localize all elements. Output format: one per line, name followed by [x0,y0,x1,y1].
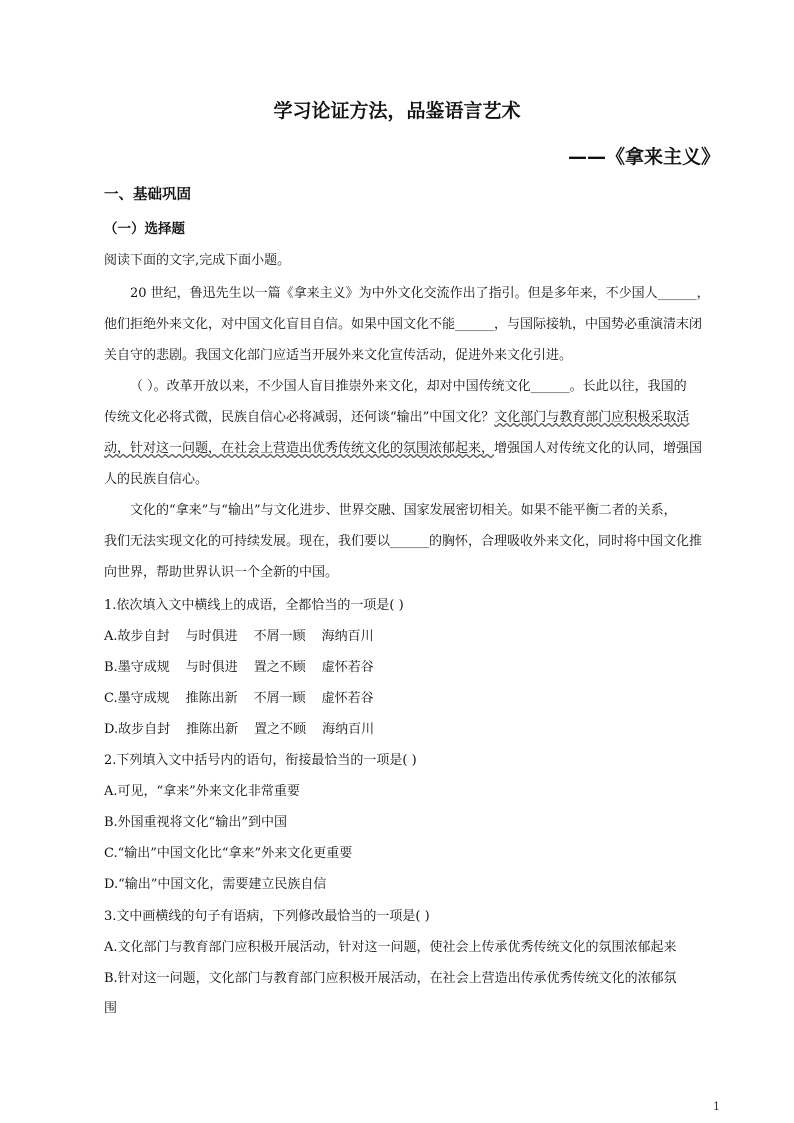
question-1-option-c [104,687,390,706]
question-3-option-b: B.针对这一问题，文化部门与教育部门应积极开展活动，在社会上营造出传承优秀传统文化的浓郁氛 [104,971,677,986]
passage-p2-line1: （ ）。改革开放以来，不少国人盲目推崇外来文化，却对中国传统文化______。长此以往，我国的 [130,379,687,394]
passage-p2-line2 [104,406,716,425]
question-3-stem: 3.文中画横线的句子有语病，下列修改最恰当的一项是( ) [104,909,430,924]
underlined-sentence-part2: 动，针对这一问题，在社会上营造出优秀传统文化的氛围浓郁起来， [104,441,495,456]
question-1-stem: 1.依次填入文中横线上的成语，全都恰当的一项是( ) [104,598,404,613]
page-subtitle: ——《拿来主义》 [567,146,720,168]
page-number: 1 [713,1100,720,1113]
passage-p3-line3: 向世界，帮助世界认识一个全新的中国。 [104,565,339,580]
question-3-option-a: A.文化部门与教育部门应积极开展活动，针对这一问题，使社会上传承优秀传统文化的氛围浓郁起来 [104,940,677,955]
option-label: B. [104,660,118,675]
question-2-option-c: C.“输出”中国文化比“拿来”外来文化更重要 [104,846,353,861]
section-heading: 一、基础巩固 [104,187,191,203]
question-2-option-b: B.外国重视将文化“输出”到中国 [104,815,287,830]
passage-p2-line3 [104,437,716,456]
question-1-option-b [104,656,390,675]
option-item: 置之不顾 [253,660,306,675]
option-item: 海纳百川 [321,629,374,644]
option-item: 墨守成规 [117,691,170,706]
subsection-heading: （一）选择题 [104,221,185,237]
option-item: 不屑一顾 [253,691,306,706]
option-item: 故步自封 [117,629,170,644]
instruction-text: 阅读下面的文字,完成下面小题。 [104,253,291,268]
option-item: 虚怀若谷 [321,691,374,706]
question-1-option-d [104,718,390,737]
option-item: 与时俱进 [185,629,238,644]
option-item: 故步自封 [118,722,171,737]
passage-p2-line2-text: 传统文化必将式微，民族自信心必将减弱，还何谈“输出”中国文化？ [104,410,495,425]
question-3-option-b-cont: 围 [104,1001,118,1016]
passage-p3-line2: 我们无法实现文化的可持续发展。现在，我们要以______的胸怀，合理吸收外来文化，同时将中国文化推 [104,534,703,549]
option-label: C. [104,691,118,706]
page-title: 学习论证方法，品鉴语言艺术 [273,100,521,122]
passage-p2-line4: 人的民族自信心。 [104,472,209,487]
question-2-option-d: D.“输出”中国文化，需要建立民族自信 [104,877,327,892]
question-1-option-a [104,625,390,644]
option-item: 与时俱进 [185,660,238,675]
passage-p1-line3: 关自守的悲剧。我国文化部门应适当开展外来文化宣传活动，促进外来文化引进。 [104,348,573,363]
passage-p1-line1: 20 世纪，鲁迅先生以一篇《拿来主义》为中外文化交流作出了指引。但是多年来，不少国人______， [130,286,710,301]
option-label: A. [104,629,118,644]
question-2-option-a: A.可见，“拿来”外来文化非常重要 [104,784,300,799]
passage-p2-line3-text: 增强国人对传统文化的认同，增强国 [494,441,703,456]
underlined-sentence-part1: 文化部门与教育部门应积极采取活 [494,410,690,425]
option-label: D. [104,722,119,737]
option-item: 置之不顾 [254,722,307,737]
option-item: 墨守成规 [117,660,170,675]
passage-p3-line1: 文化的“拿来”与“输出”与文化进步、世界交融、国家发展密切相关。如果不能平衡二者的关系， [130,503,677,518]
option-item: 推陈出新 [186,722,239,737]
passage-p1-line2: 他们拒绝外来文化，对中国文化盲目自信。如果中国文化不能______，与国际接轨，中国势必重演清末闭 [104,317,703,332]
question-2-stem: 2.下列填入文中括号内的语句，衔接最恰当的一项是( ) [104,753,417,768]
option-item: 推陈出新 [185,691,238,706]
option-item: 海纳百川 [322,722,375,737]
option-item: 不屑一顾 [253,629,306,644]
option-item: 虚怀若谷 [321,660,374,675]
